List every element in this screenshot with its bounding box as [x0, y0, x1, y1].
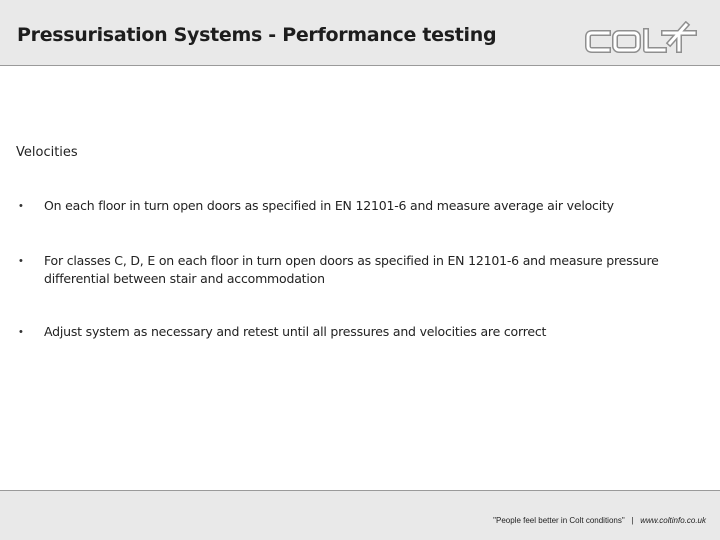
bullet-dot-icon: • [19, 200, 23, 212]
bullet-dot-icon: • [19, 326, 23, 338]
section-heading: Velocities [16, 145, 78, 160]
slide-title: Pressurisation Systems - Performance testing [17, 24, 497, 46]
bullet-dot-icon: • [19, 255, 23, 267]
bullet-text: On each floor in turn open doors as specified in EN 12101-6 and measure average air velocity [44, 198, 614, 213]
bullet-text: For classes C, D, E on each floor in turn open doors as specified in EN 12101-6 and measure pressure differential between stair and accommodation [44, 253, 659, 286]
bullet-text: Adjust system as necessary and retest until all pressures and velocities are correct [44, 324, 547, 339]
footer-url-link[interactable]: www.coltinfo.co.uk [640, 516, 706, 525]
footer-text [493, 516, 706, 525]
header-band [0, 0, 720, 66]
footer-tagline: "People feel better in Colt conditions" [493, 516, 625, 525]
colt-logo [582, 21, 700, 57]
footer-band [0, 490, 720, 540]
footer-separator: | [631, 516, 634, 525]
